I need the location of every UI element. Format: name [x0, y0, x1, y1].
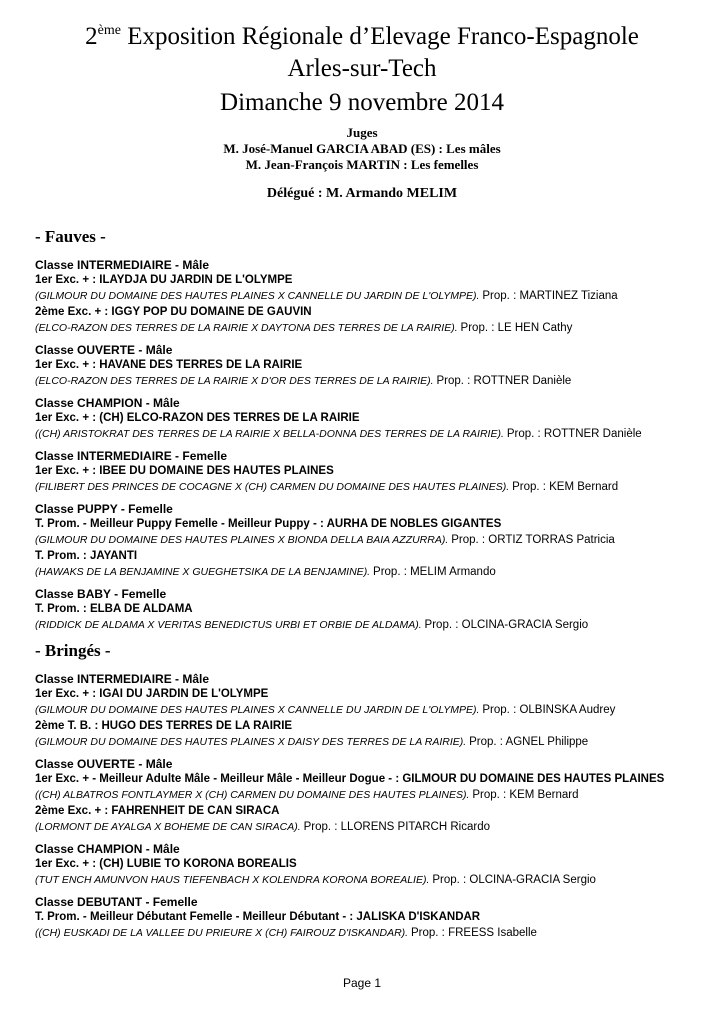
entry-result: 1er Exc. + : IBEE DU DOMAINE DES HAUTES PLAINES — [35, 465, 334, 477]
entry-owner: Prop. : LE HEN Cathy — [460, 322, 573, 334]
entry-result: 1er Exc. + : (CH) LUBIE TO KORONA BOREALIS — [35, 858, 297, 870]
entry-pedigree: (HAWAKS DE LA BENJAMINE X GUEGHETSIKA DE LA BENJAMINE). — [35, 566, 371, 578]
entry-owner: Prop. : ROTTNER Danièle — [436, 375, 572, 387]
entry-owner: Prop. : LLORENS PITARCH Ricardo — [303, 821, 490, 833]
class-header: Classe CHAMPION - Mâle — [35, 842, 180, 856]
entry-owner: Prop. : ROTTNER Danièle — [506, 428, 642, 440]
entry-result: 2ème Exc. + : IGGY POP DU DOMAINE DE GAUVIN — [35, 306, 312, 318]
event-date: Dimanche 9 novembre 2014 — [220, 89, 504, 116]
class-group — [35, 396, 715, 443]
entry-pedigree: ((CH) ARISTOKRAT DES TERRES DE LA RAIRIE X BELLA-DONNA DES TERRES DE LA RAIRIE). — [35, 428, 504, 440]
class-header: Classe OUVERTE - Mâle — [35, 343, 173, 357]
document-title — [0, 16, 724, 52]
entry-result: 1er Exc. + : HAVANE DES TERRES DE LA RAIRIE — [35, 359, 303, 371]
entry-pedigree: (GILMOUR DU DOMAINE DES HAUTES PLAINES X CANNELLE DU JARDIN DE L'OLYMPE). — [35, 704, 480, 716]
section-title: - Bringés - — [35, 641, 111, 660]
entry-pedigree-line — [35, 532, 715, 549]
event-location: Arles-sur-Tech — [287, 55, 437, 82]
entry-pedigree-line — [35, 702, 715, 719]
entry-owner: Prop. : ORTIZ TORRAS Patricia — [451, 534, 615, 546]
entry-owner: Prop. : OLCINA-GRACIA Sergio — [432, 874, 596, 886]
entry-owner: Prop. : FREESS Isabelle — [411, 927, 537, 939]
class-header: Classe BABY - Femelle — [35, 587, 167, 601]
judge-females: M. Jean-François MARTIN : Les femelles — [245, 157, 479, 172]
class-header: Classe DEBUTANT - Femelle — [35, 895, 198, 909]
entry-pedigree-line — [35, 819, 715, 836]
entry-pedigree-line — [35, 426, 715, 443]
entry-pedigree-line — [35, 373, 715, 390]
entry-result: T. Prom. : JAYANTI — [35, 550, 138, 562]
class-group — [35, 757, 715, 836]
class-header: Classe INTERMEDIAIRE - Mâle — [35, 672, 210, 686]
results-content — [35, 226, 715, 948]
entry-result: 2ème T. B. : HUGO DES TERRES DE LA RAIRIE — [35, 720, 293, 732]
entry-pedigree: (ELCO-RAZON DES TERRES DE LA RAIRIE X D'OR DES TERRES DE LA RAIRIE). — [35, 375, 434, 387]
page-number: Page 1 — [342, 976, 382, 990]
delegate: Délégué : M. Armando MELIM — [266, 186, 458, 201]
entry-pedigree: (RIDDICK DE ALDAMA X VERITAS BENEDICTUS URBI ET ORBIE DE ALDAMA). — [35, 619, 422, 631]
title-prefix: 2 — [85, 23, 98, 50]
entry-pedigree: ((CH) EUSKADI DE LA VALLEE DU PRIEURE X (CH) FAIROUZ D'ISKANDAR). — [35, 927, 409, 939]
entry-pedigree-line — [35, 872, 715, 889]
class-header: Classe PUPPY - Femelle — [35, 502, 173, 516]
entry-owner: Prop. : KEM Bernard — [512, 481, 619, 493]
title-main: Exposition Régionale d’Elevage Franco-Espagnole — [127, 23, 639, 50]
entry-pedigree: (TUT ENCH AMUNVON HAUS TIEFENBACH X KOLENDRA KORONA BOREALIE). — [35, 874, 430, 886]
entry-result: 1er Exc. + : ILAYDJA DU JARDIN DE L'OLYMPE — [35, 274, 293, 286]
class-group — [35, 672, 715, 751]
judge-males: M. José-Manuel GARCIA ABAD (ES) : Les mâles — [223, 141, 501, 156]
entry-pedigree-line — [35, 787, 715, 804]
entry-owner: Prop. : OLBINSKA Audrey — [482, 704, 616, 716]
section-title: - Fauves - — [35, 227, 106, 246]
entry-result: 1er Exc. + - Meilleur Adulte Mâle - Meilleur Mâle - Meilleur Dogue - : GILMOUR DU DOMAINE DES HAUTES PLAINES — [35, 773, 665, 785]
class-group — [35, 449, 715, 496]
class-group — [35, 502, 715, 581]
class-group — [35, 258, 715, 337]
class-header: Classe CHAMPION - Mâle — [35, 396, 180, 410]
judges-block — [0, 125, 724, 173]
entry-owner: Prop. : MARTINEZ Tiziana — [482, 290, 618, 302]
class-header: Classe INTERMEDIAIRE - Femelle — [35, 449, 228, 463]
entry-owner: Prop. : KEM Bernard — [472, 789, 579, 801]
entry-result: 1er Exc. + : IGAI DU JARDIN DE L'OLYMPE — [35, 688, 269, 700]
class-group — [35, 343, 715, 390]
entry-pedigree-line — [35, 320, 715, 337]
entry-pedigree: ((CH) ALBATROS FONTLAYMER X (CH) CARMEN DU DOMAINE DES HAUTES PLAINES). — [35, 789, 470, 801]
entry-pedigree-line — [35, 617, 715, 634]
entry-result: 1er Exc. + : (CH) ELCO-RAZON DES TERRES DE LA RAIRIE — [35, 412, 360, 424]
entry-pedigree: (GILMOUR DU DOMAINE DES HAUTES PLAINES X BIONDA DELLA BAIA AZZURRA). — [35, 534, 449, 546]
class-header: Classe INTERMEDIAIRE - Mâle — [35, 258, 210, 272]
entry-pedigree: (FILIBERT DES PRINCES DE COCAGNE X (CH) CARMEN DU DOMAINE DES HAUTES PLAINES). — [35, 481, 510, 493]
entry-pedigree-line — [35, 288, 715, 305]
entry-pedigree-line — [35, 479, 715, 496]
class-group — [35, 587, 715, 634]
entry-pedigree-line — [35, 564, 715, 581]
judges-label: Juges — [346, 125, 378, 140]
title-superscript: ème — [97, 23, 121, 38]
entry-pedigree: (LORMONT DE AYALGA X BOHEME DE CAN SIRACA). — [35, 821, 301, 833]
entry-owner: Prop. : AGNEL Philippe — [469, 736, 589, 748]
entry-pedigree-line — [35, 734, 715, 751]
entry-result: T. Prom. - Meilleur Puppy Femelle - Meilleur Puppy - : AURHA DE NOBLES GIGANTES — [35, 518, 502, 530]
entry-result: T. Prom. - Meilleur Débutant Femelle - Meilleur Débutant - : JALISKA D'ISKANDAR — [35, 911, 481, 923]
class-group — [35, 842, 715, 889]
class-group — [35, 895, 715, 942]
entry-owner: Prop. : OLCINA-GRACIA Sergio — [424, 619, 589, 631]
entry-pedigree: (GILMOUR DU DOMAINE DES HAUTES PLAINES X CANNELLE DU JARDIN DE L'OLYMPE). — [35, 290, 480, 302]
entry-result: 2ème Exc. + : FAHRENHEIT DE CAN SIRACA — [35, 805, 280, 817]
entry-pedigree-line — [35, 925, 715, 942]
entry-pedigree: (ELCO-RAZON DES TERRES DE LA RAIRIE X DAYTONA DES TERRES DE LA RAIRIE). — [35, 322, 458, 334]
entry-pedigree: (GILMOUR DU DOMAINE DES HAUTES PLAINES X DAISY DES TERRES DE LA RAIRIE). — [35, 736, 467, 748]
entry-owner: Prop. : MELIM Armando — [373, 566, 496, 578]
entry-result: T. Prom. : ELBA DE ALDAMA — [35, 603, 193, 615]
class-header: Classe OUVERTE - Mâle — [35, 757, 173, 771]
